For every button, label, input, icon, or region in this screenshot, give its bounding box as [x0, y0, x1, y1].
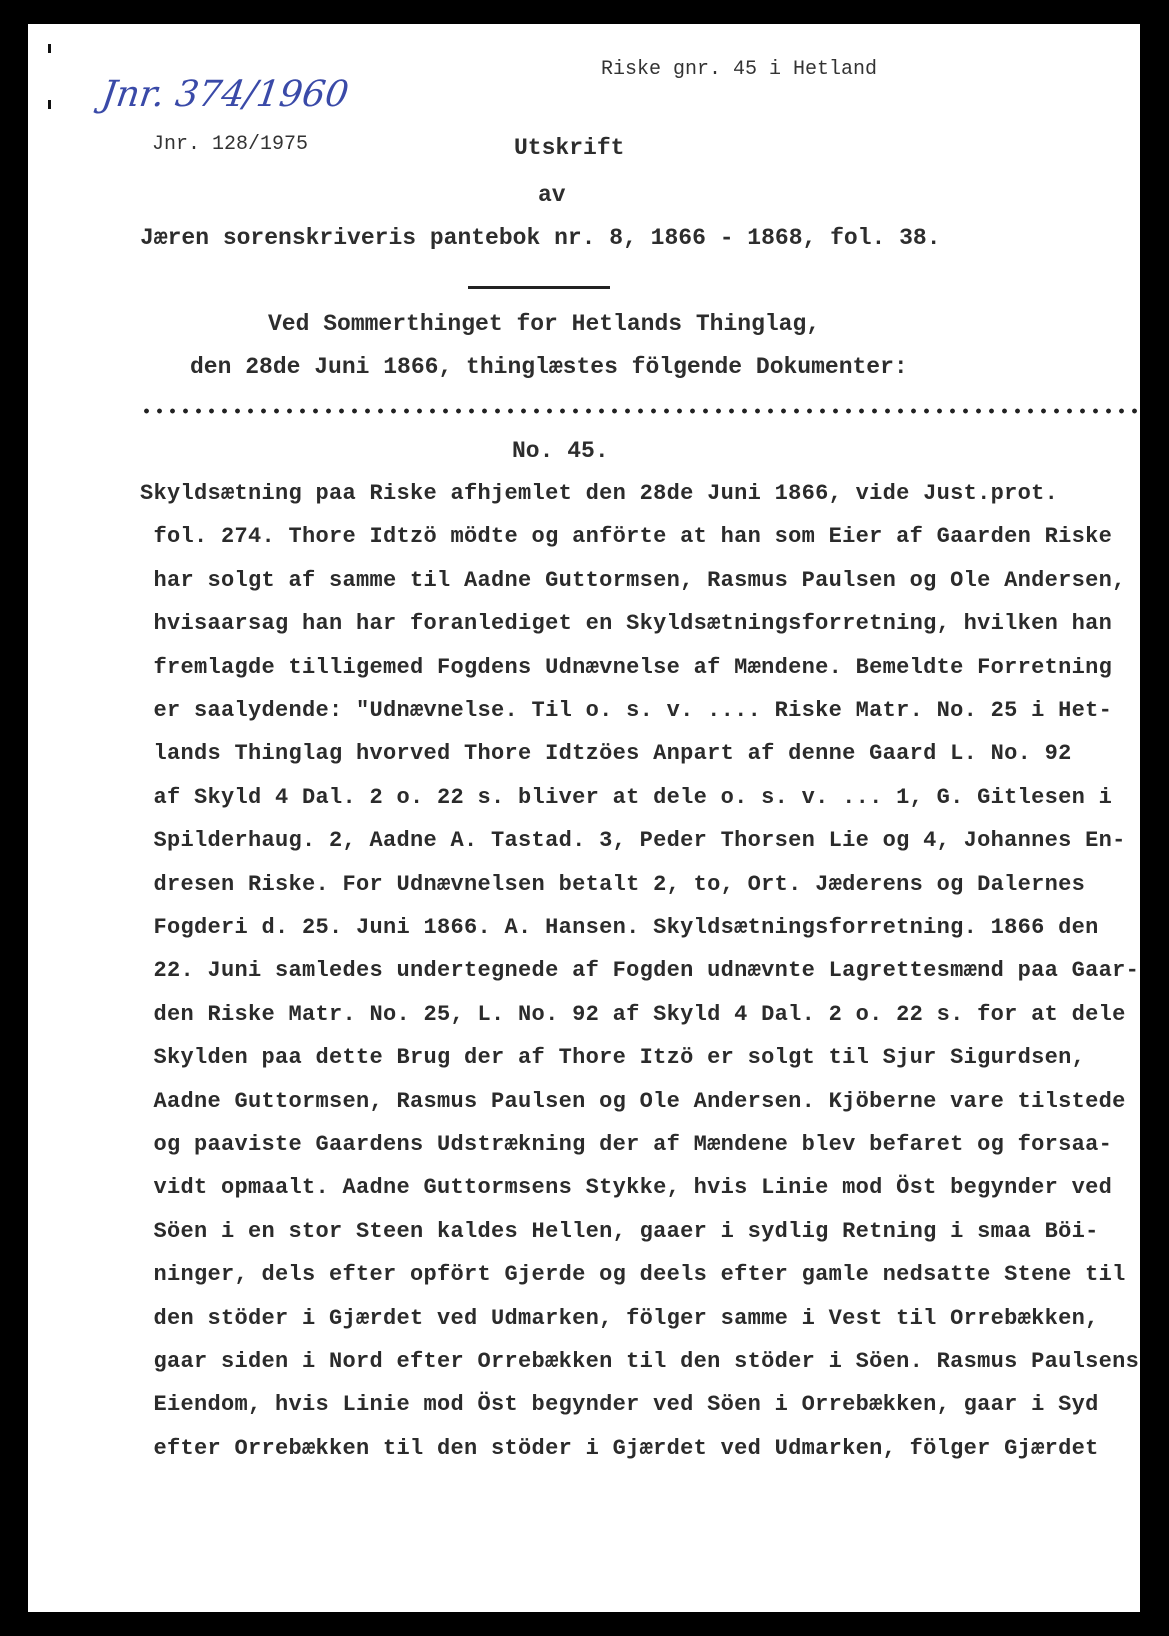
body-line: ninger, dels efter opfört Gjerde og deels efter gamle nedsatte Stene til — [140, 1262, 1126, 1288]
dotted-separator — [140, 407, 1140, 415]
body-line: fol. 274. Thore Idtzö mödte og anförte at han som Eier af Gaarden Riske — [140, 524, 1113, 550]
body-line: Aadne Guttormsen, Rasmus Paulsen og Ole Andersen. Kjöberne vare tilstede — [140, 1088, 1126, 1114]
body-line: lands Thinglag hvorved Thore Idtzöes Anpart af denne Gaard L. No. 92 — [140, 741, 1072, 767]
body-line: Söen i en stor Steen kaldes Hellen, gaaer i sydlig Retning i smaa Böi- — [140, 1218, 1099, 1244]
body-line: efter Orrebækken til den stöder i Gjærdet ved Udmarken, fölger Gjærdet — [140, 1435, 1099, 1461]
body-line: Skylden paa dette Brug der af Thore Itzö er solgt til Sjur Sigurdsen, — [140, 1045, 1086, 1071]
body-line: og paaviste Gaardens Udstrækning der af Mændene blev befaret og forsaa- — [140, 1132, 1113, 1157]
title-divider — [468, 286, 610, 289]
journal-number: Jnr. 128/1975 — [152, 133, 309, 156]
source-reference: Jæren sorenskriveris pantebok nr. 8, 1866 - 1868, fol. 38. — [140, 225, 941, 251]
margin-mark — [48, 100, 51, 109]
body-line: hvisaarsag han har foranlediget en Skyldsætningsforretning, hvilken han — [140, 611, 1113, 637]
handwritten-reference: Jnr. 374/1960 — [99, 74, 352, 115]
document-title: Utskrift — [514, 135, 625, 161]
title-av: av — [538, 182, 566, 208]
body-line: fremlagde tilligemed Fogdens Udnævnelse af Mændene. Bemeldte Forretning — [140, 654, 1113, 680]
body-line: Eiendom, hvis Linie mod Öst begynder ved Söen i Orrebækken, gaar i Syd — [140, 1392, 1099, 1418]
body-line: dresen Riske. For Udnævnelsen betalt 2, to, Ort. Jæderens og Dalernes — [140, 871, 1086, 897]
session-line-2: den 28de Juni 1866, thinglæstes fölgende Dokumenter: — [190, 354, 908, 380]
session-line-1: Ved Sommerthinget for Hetlands Thinglag, — [268, 311, 821, 337]
body-line: er saalydende: "Udnævnelse. Til o. s. v. .... Riske Matr. No. 25 i Het- — [140, 698, 1113, 723]
body-line: den Riske Matr. No. 25, L. No. 92 af Skyld 4 Dal. 2 o. 22 s. for at dele — [140, 1001, 1126, 1027]
body-line: Fogderi d. 25. Juni 1866. A. Hansen. Skyldsætningsforretning. 1866 den — [140, 915, 1099, 940]
body-line: har solgt af samme til Aadne Guttormsen, Rasmus Paulsen og Ole Andersen, — [140, 567, 1126, 593]
body-line: Skyldsætning paa Riske afhjemlet den 28de Juni 1866, vide Just.prot. — [140, 481, 1059, 506]
body-line: af Skyld 4 Dal. 2 o. 22 s. bliver at dele o. s. v. ... 1, G. Gitlesen i — [140, 784, 1113, 810]
body-line: den stöder i Gjærdet ved Udmarken, fölger samme i Vest til Orrebækken, — [140, 1305, 1099, 1331]
body-line: gaar siden i Nord efter Orrebækken til den stöder i Söen. Rasmus Paulsens — [140, 1349, 1140, 1374]
body-line: 22. Juni samledes undertegnede af Fogden udnævnte Lagrettesmænd paa Gaar- — [140, 958, 1140, 984]
body-line: Spilderhaug. 2, Aadne A. Tastad. 3, Peder Thorsen Lie og 4, Johannes En- — [140, 828, 1126, 854]
margin-mark — [48, 44, 51, 53]
body-line: vidt opmaalt. Aadne Guttormsens Stykke, hvis Linie mod Öst begynder ved — [140, 1175, 1113, 1201]
property-header: Riske gnr. 45 i Hetland — [601, 58, 878, 81]
document-number: No. 45. — [512, 438, 609, 464]
document-page — [28, 24, 1140, 1612]
